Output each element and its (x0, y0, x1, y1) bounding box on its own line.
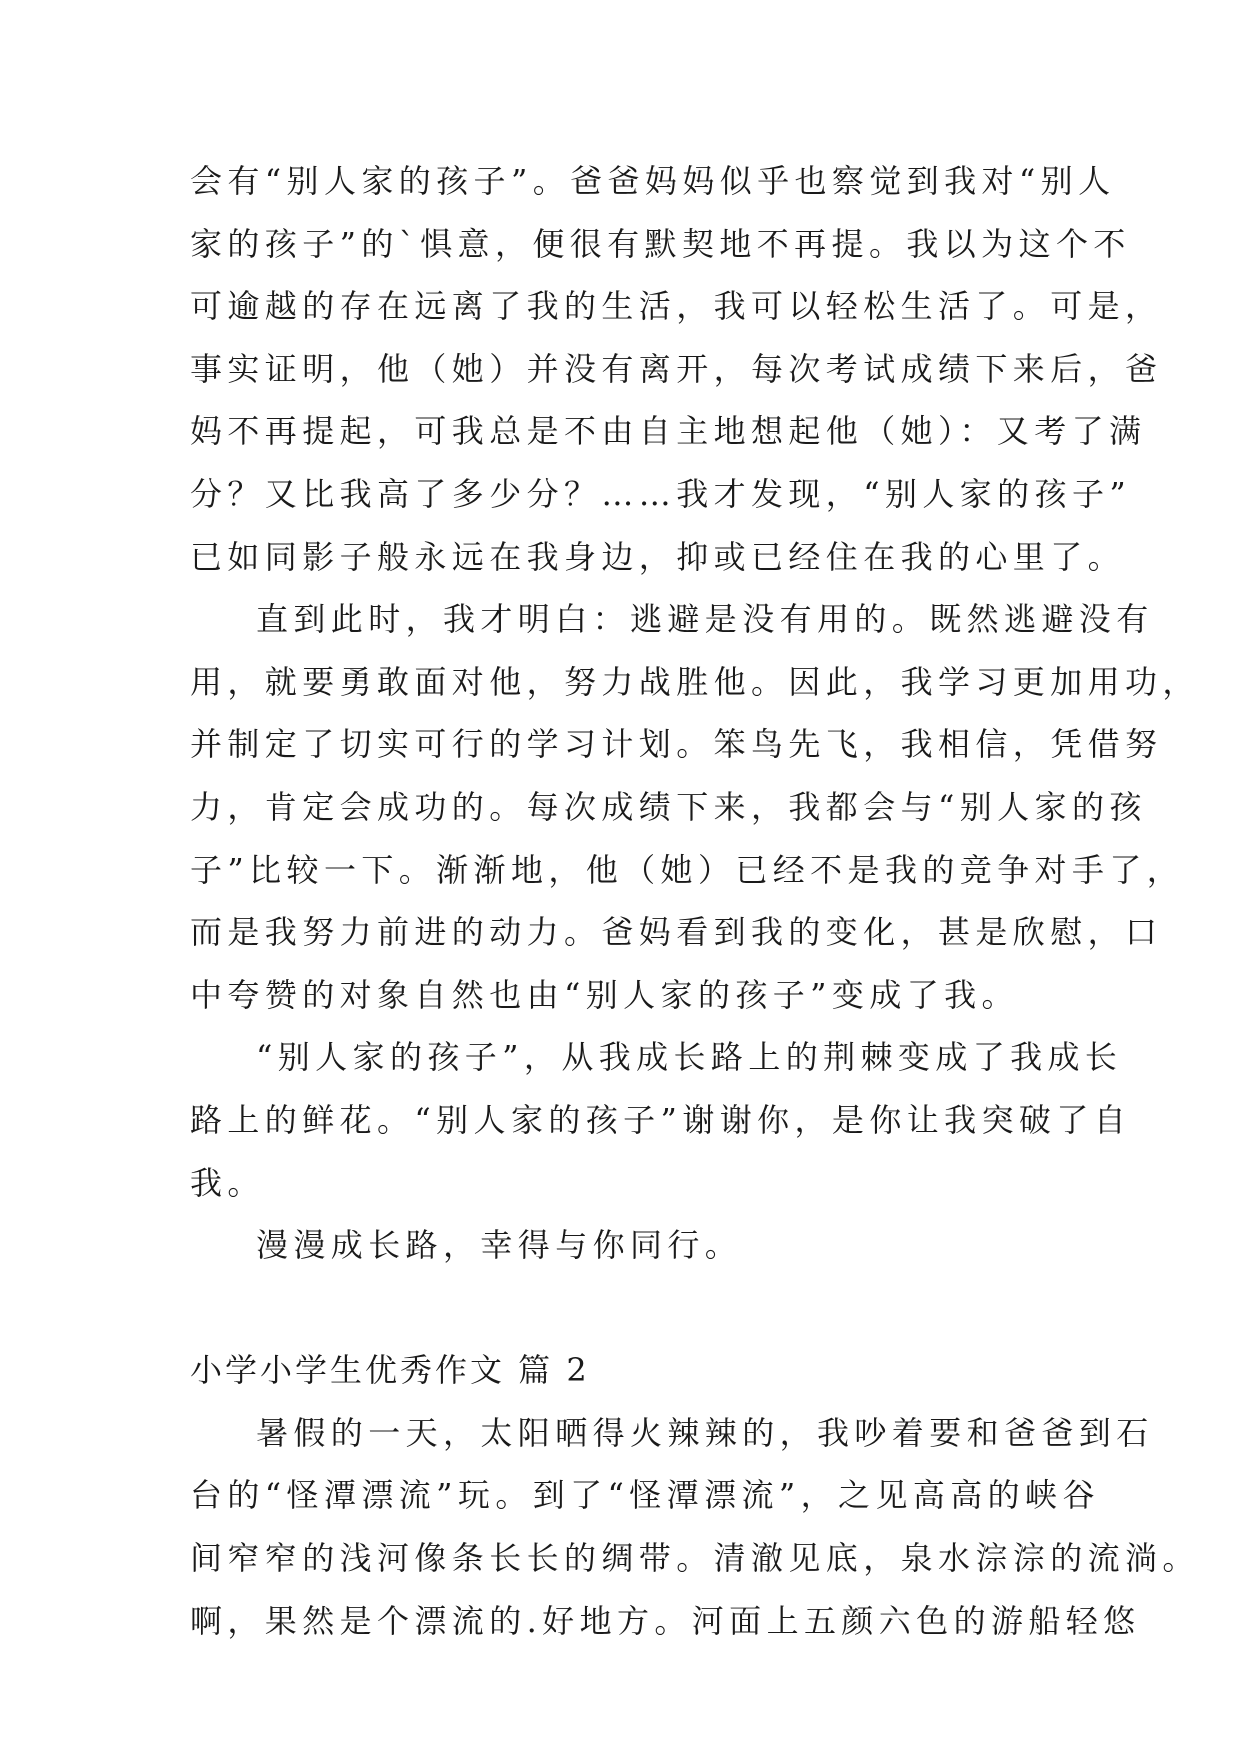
text-line: 漫漫成长路，幸得与你同行。 (256, 1226, 743, 1265)
text-line: 中夸赞的对象自然也由“别人家的孩子”变成了我。 (190, 975, 1019, 1014)
text-line: 用，就要勇敢面对他，努力战胜他。因此，我学习更加用功， (190, 662, 1200, 701)
text-line: 妈不再提起，可我总是不由自主地想起他（她）：又考了满 (190, 412, 1147, 451)
text-line: 路上的鲜花。“别人家的孩子”谢谢你，是你让我突破了自 (190, 1100, 1132, 1139)
paragraph-3 (190, 1026, 1132, 1214)
text-line: 分？又比我高了多少分？……我才发现，“别人家的孩子” (190, 474, 1132, 513)
text-line: 我。 (190, 1163, 265, 1202)
text-line: 间窄窄的浅河像条长长的绸带。清澈见底，泉水淙淙的流淌。 (190, 1539, 1200, 1578)
paragraph-2 (190, 588, 1200, 1026)
text-line: “别人家的孩子”，从我成长路上的荆棘变成了我成长 (256, 1038, 1123, 1077)
document-body (190, 150, 1200, 1652)
text-line: 子”比较一下。渐渐地，他（她）已经不是我的竞争对手了， (190, 850, 1185, 889)
section-2 (190, 1339, 1200, 1652)
section-heading: 小学小学生优秀作文 篇 2 (190, 1351, 590, 1390)
text-line: 可逾越的存在远离了我的生活，我可以轻松生活了。可是， (190, 287, 1163, 326)
text-line: 台的“怪潭漂流”玩。到了“怪潭漂流”，之见高高的峡谷 (190, 1476, 1100, 1515)
text-line: 并制定了切实可行的学习计划。笨鸟先飞，我相信，凭借努 (190, 725, 1163, 764)
text-line: 家的孩子”的`惧意，便很有默契地不再提。我以为这个不 (190, 224, 1131, 263)
paragraph-4 (190, 1214, 1060, 1277)
text-line: 而是我努力前进的动力。爸妈看到我的变化，甚是欣慰，口 (190, 913, 1163, 952)
text-line: 暑假的一天，太阳晒得火辣辣的，我吵着要和爸爸到石 (256, 1413, 1154, 1452)
paragraph-1 (190, 150, 1163, 588)
text-line: 直到此时，我才明白：逃避是没有用的。既然逃避没有 (256, 600, 1154, 639)
text-line: 事实证明，他（她）并没有离开，每次考试成绩下来后，爸 (190, 349, 1163, 388)
text-line: 会有“别人家的孩子”。爸爸妈妈似乎也察觉到我对“别人 (190, 162, 1116, 200)
blank-line (190, 1277, 1060, 1340)
text-line: 啊，果然是个漂流的.好地方。河面上五颜六色的游船轻悠 (190, 1601, 1141, 1640)
text-line: 已如同影子般永远在我身边，抑或已经住在我的心里了。 (190, 537, 1126, 576)
text-line: 力，肯定会成功的。每次成绩下来，我都会与“别人家的孩 (190, 787, 1147, 826)
